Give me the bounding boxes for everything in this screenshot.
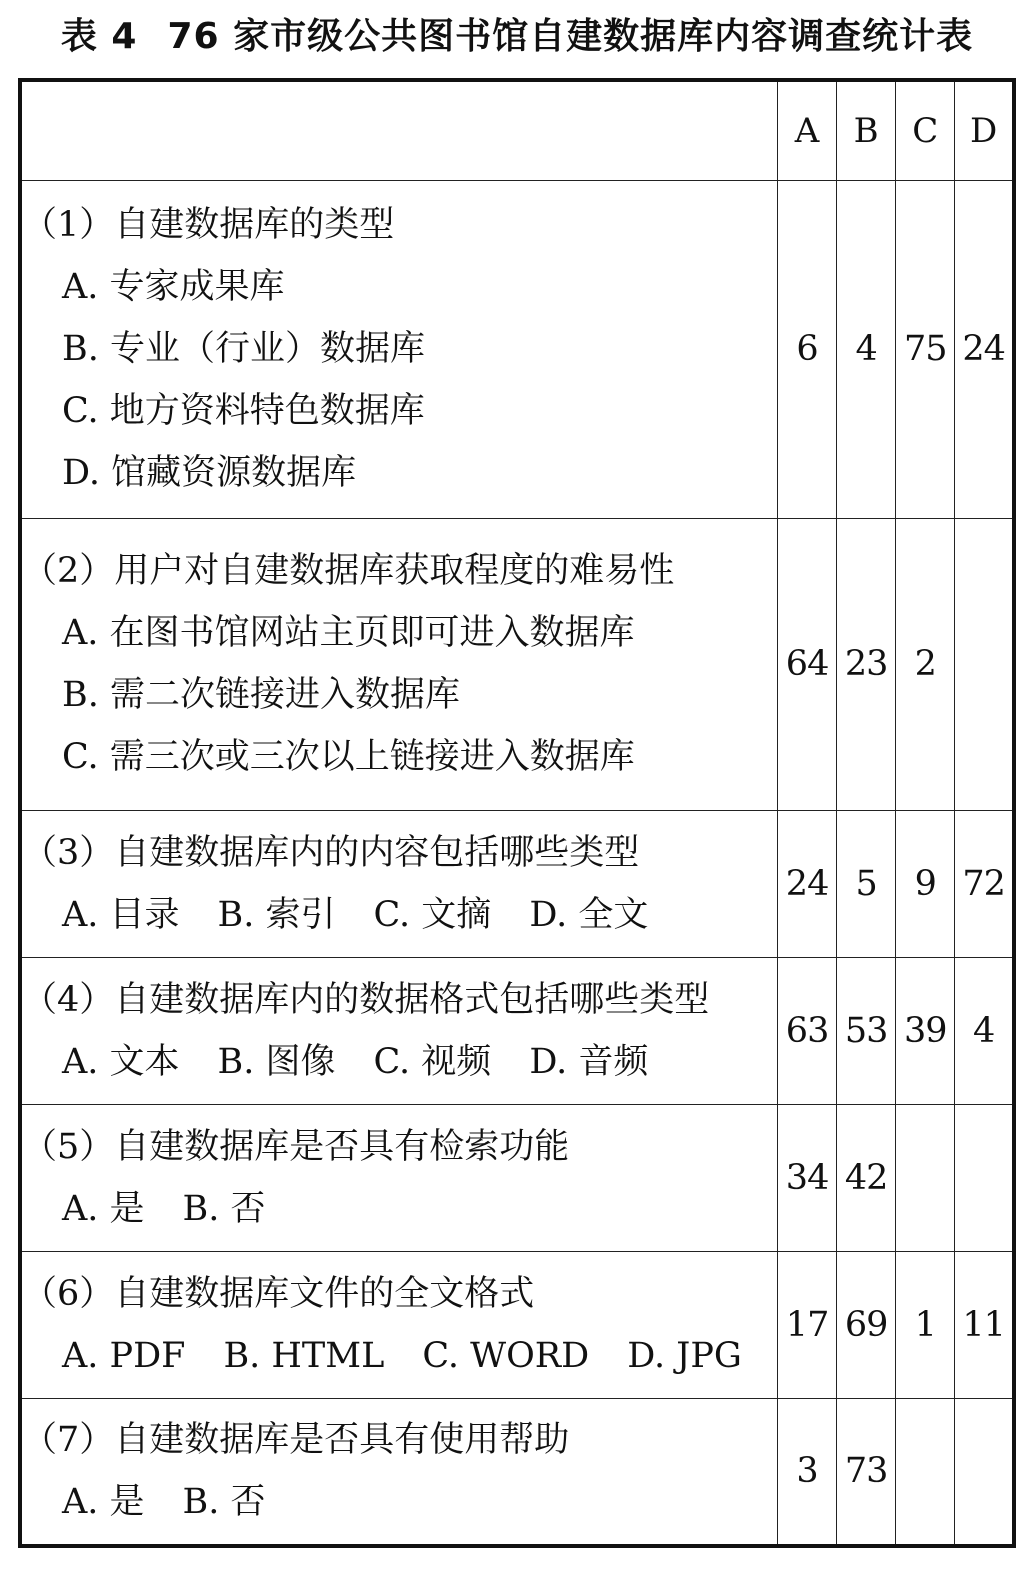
option-item: C. 地方资料特色数据库 <box>62 391 425 431</box>
option-item: A. 专家成果库 <box>62 267 285 307</box>
option-item: A. 目录 <box>62 894 180 935</box>
question-title: （5）自建数据库是否具有检索功能 <box>22 1126 570 1167</box>
value-cell-d <box>955 1398 1014 1546</box>
header-row <box>20 80 1014 180</box>
option-item: B. 图像 <box>217 1041 336 1082</box>
value-cell-c <box>896 1104 955 1251</box>
table-row-q2 <box>20 518 1014 810</box>
value-cell-b: 42 <box>837 1104 896 1251</box>
question-cell <box>20 957 778 1104</box>
value-cell-b: 69 <box>837 1251 896 1398</box>
option-list <box>22 884 777 946</box>
option-item: B. 专业（行业）数据库 <box>62 329 425 369</box>
option-list <box>22 1031 777 1093</box>
value-cell-a: 34 <box>778 1104 837 1251</box>
column-header-a: A <box>778 80 837 180</box>
table-row-q1 <box>20 180 1014 518</box>
question-cell <box>20 518 778 810</box>
table-row-q4 <box>20 957 1014 1104</box>
option-item: C. WORD <box>422 1335 590 1376</box>
value-cell-a: 64 <box>778 518 837 810</box>
question-cell <box>20 180 778 518</box>
table-row-q5 <box>20 1104 1014 1251</box>
question-cell <box>20 1104 778 1251</box>
value-cell-b: 53 <box>837 957 896 1104</box>
option-item: C. 视频 <box>373 1041 492 1082</box>
value-cell-d <box>955 1104 1014 1251</box>
table-label: 表 4 <box>60 16 138 57</box>
value-cell-d: 24 <box>955 180 1014 518</box>
question-title: （3）自建数据库内的内容包括哪些类型 <box>22 832 640 873</box>
option-item: D. JPG <box>627 1335 742 1376</box>
option-list <box>22 1471 777 1533</box>
question-title: （1）自建数据库的类型 <box>22 205 395 245</box>
value-cell-c: 9 <box>896 810 955 957</box>
question-cell <box>20 1398 778 1546</box>
value-cell-c: 75 <box>896 180 955 518</box>
question-title: （6）自建数据库文件的全文格式 <box>22 1273 535 1314</box>
header-blank-cell <box>20 80 778 180</box>
survey-table <box>18 78 1016 1548</box>
value-cell-b: 5 <box>837 810 896 957</box>
value-cell-d <box>955 518 1014 810</box>
table-row-q3 <box>20 810 1014 957</box>
table-title: 76 家市级公共图书馆自建数据库内容调查统计表 <box>167 16 974 57</box>
value-cell-c: 2 <box>896 518 955 810</box>
table-caption <box>0 10 1034 64</box>
option-list <box>22 1178 777 1240</box>
option-item: A. 文本 <box>62 1041 180 1082</box>
question-title: （2）用户对自建数据库获取程度的难易性 <box>22 551 675 591</box>
value-cell-b: 23 <box>837 518 896 810</box>
value-cell-c: 1 <box>896 1251 955 1398</box>
table-row-q7 <box>20 1398 1014 1546</box>
option-item: B. 索引 <box>217 894 336 935</box>
option-item: D. 全文 <box>529 894 649 935</box>
option-item: B. 否 <box>182 1482 266 1523</box>
option-item: A. 是 <box>62 1188 145 1229</box>
question-cell <box>20 810 778 957</box>
value-cell-c <box>896 1398 955 1546</box>
option-list <box>22 1325 777 1387</box>
value-cell-d: 11 <box>955 1251 1014 1398</box>
value-cell-a: 17 <box>778 1251 837 1398</box>
table-row-q6 <box>20 1251 1014 1398</box>
option-item: D. 馆藏资源数据库 <box>62 453 357 493</box>
value-cell-b: 73 <box>837 1398 896 1546</box>
option-item: C. 需三次或三次以上链接进入数据库 <box>62 737 635 777</box>
value-cell-a: 24 <box>778 810 837 957</box>
question-cell <box>20 1251 778 1398</box>
option-item: A. 是 <box>62 1482 145 1523</box>
option-item: A. 在图书馆网站主页即可进入数据库 <box>62 613 635 653</box>
value-cell-a: 6 <box>778 180 837 518</box>
option-item: B. 否 <box>182 1188 266 1229</box>
value-cell-a: 63 <box>778 957 837 1104</box>
column-header-b: B <box>837 80 896 180</box>
column-header-c: C <box>896 80 955 180</box>
column-header-d: D <box>955 80 1014 180</box>
question-title: （4）自建数据库内的数据格式包括哪些类型 <box>22 979 710 1020</box>
option-item: B. HTML <box>223 1335 385 1376</box>
option-item: B. 需二次链接进入数据库 <box>62 675 460 715</box>
option-item: D. 音频 <box>529 1041 649 1082</box>
question-title: （7）自建数据库是否具有使用帮助 <box>22 1420 570 1461</box>
value-cell-b: 4 <box>837 180 896 518</box>
option-item: A. PDF <box>62 1335 186 1376</box>
value-cell-a: 3 <box>778 1398 837 1546</box>
option-item: C. 文摘 <box>373 894 492 935</box>
value-cell-c: 39 <box>896 957 955 1104</box>
value-cell-d: 72 <box>955 810 1014 957</box>
value-cell-d: 4 <box>955 957 1014 1104</box>
